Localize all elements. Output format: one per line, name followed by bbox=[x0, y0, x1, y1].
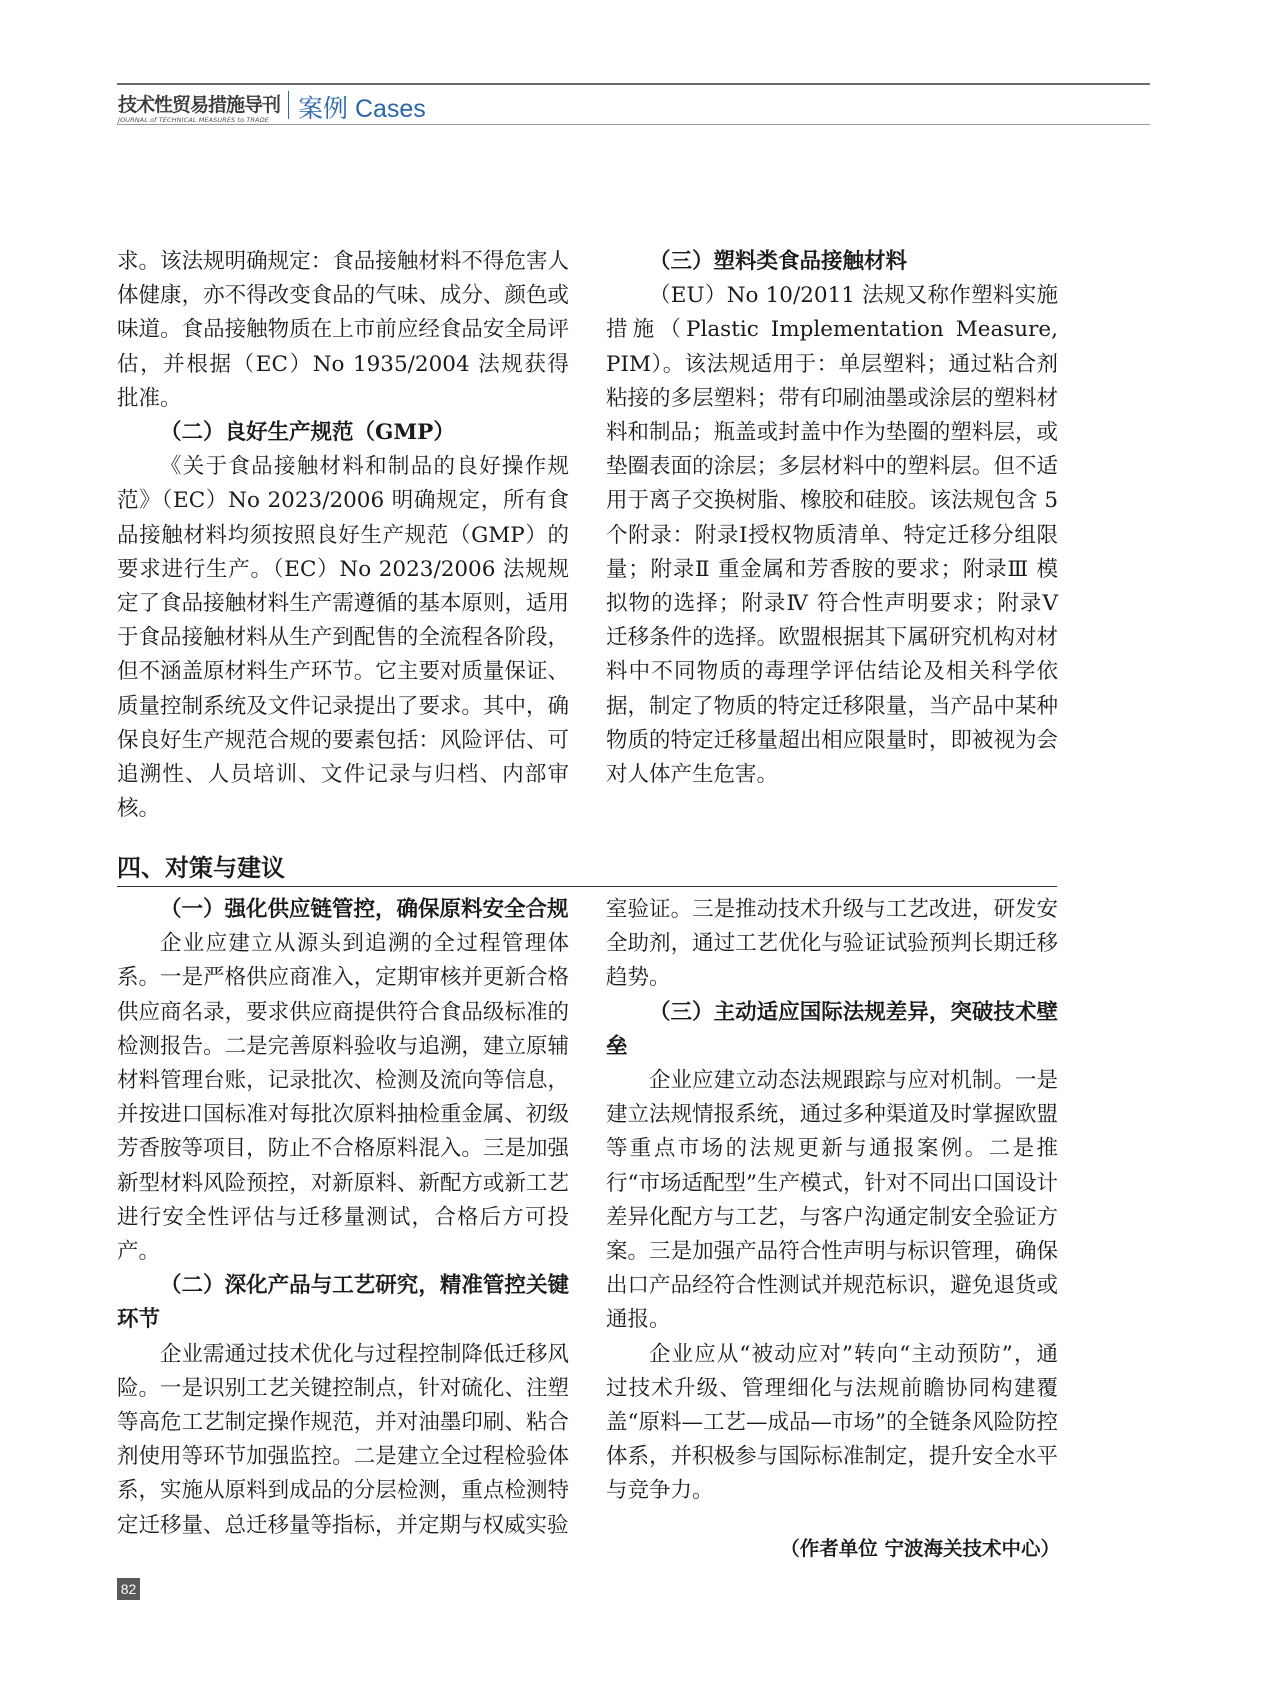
paragraph: 《关于食品接触材料和制品的良好操作规范》（EC）No 2023/2006 明确规定，所有食品接触材料均须按照良好生产规范（GMP）的要求进行生产。（EC）No 2023/2006 法规规定了食品接触材料生产需遵循的基本原则，适用于食品接触材料从生产到配售的全流程各阶段，但不涵盖原材料生产环节。它主要对质量保证、质量控制系统及文件记录提出了要求。其中，确保良好生产规范合规的要素包括：风险评估、可追溯性、人员培训、文件记录与归档、内部审核。 bbox=[117, 454, 569, 822]
paragraph: 企业需通过技术优化与过程控制降低迁移风险。一是识别工艺关键控制点，针对硫化、注塑等高危工艺制定操作规范，并对油墨印刷、粘合剂使用等环节加强监控。二是建立全过程检验体系，实施从原料到成品的分层检测，重点检测特定迁移量、总迁移量等指标，并定期与权威实验 bbox=[117, 1341, 569, 1538]
page-number: 82 bbox=[120, 1581, 137, 1597]
author-affiliation: （作者单位 宁波海关技术中心） bbox=[780, 1537, 1060, 1560]
paragraph: 企业应建立从源头到追溯的全过程管理体系。一是严格供应商准入，定期审核并更新合格供应商名录，要求供应商提供符合食品级标准的检测报告。二是完善原料验收与追溯，建立原辅材料管理台账，记录批次、检测及流向等信息，并按进口国标准对每批次原料抽检重金属、初级芳香胺等项目，防止不合格原料混入。三是加强新型材料风险预控，对新原料、新配方或新工艺进行安全性评估与迁移量测试，合格后方可投产。 bbox=[117, 931, 569, 1265]
subsection-heading: （二）深化产品与工艺研究，精准管控关键环节 bbox=[117, 1273, 569, 1333]
column-upper-right bbox=[606, 245, 1058, 792]
paragraph: 企业应从“被动应对”转向“主动预防”，通过技术升级、管理细化与法规前瞻协同构建覆盖“原料—工艺—成品—市场”的全链条风险防控体系，并积极参与国际标准制定，提升安全水平与竞争力。 bbox=[606, 1341, 1058, 1504]
subsection-heading: （一）强化供应链管控，确保原料安全合规 bbox=[160, 897, 569, 922]
subsection-heading: （二）良好生产规范（GMP） bbox=[160, 420, 455, 446]
header-divider bbox=[288, 91, 289, 119]
journal-logo bbox=[118, 90, 281, 124]
journal-name: 技术性贸易措施导刊 bbox=[118, 94, 281, 116]
section-heading: 四、对策与建议 bbox=[117, 853, 285, 882]
paragraph: 企业应建立动态法规跟踪与应对机制。一是建立法规情报系统，通过多种渠道及时掌握欧盟等重点市场的法规更新与通报案例。二是推行“市场适配型”生产模式，针对不同出口国设计差异化配方与工艺，与客户沟通定制安全验证方案。三是加强产品符合性声明与标识管理，确保出口产品经符合性测试并规范标识，避免退货或通报。 bbox=[606, 1068, 1058, 1333]
paragraph: 求。该法规明确规定：食品接触材料不得危害人体健康，亦不得改变食品的气味、成分、颜色或味道。食品接触物质在上市前应经食品安全局评估，并根据（EC）No 1935/2004 法规获得批准。 bbox=[117, 249, 569, 411]
header-top-rule bbox=[117, 83, 1150, 85]
section-label: 案例 Cases bbox=[298, 95, 426, 123]
column-upper-left bbox=[117, 245, 569, 826]
subsection-heading: （三）主动适应国际法规差异，突破技术壁垒 bbox=[606, 999, 1058, 1059]
page-number-box bbox=[117, 1578, 140, 1600]
header-bottom-rule bbox=[117, 124, 1150, 125]
paragraph: （EU）No 10/2011 法规又称作塑料实施措施（Plastic Implementation Measure, PIM）。该法规适用于：单层塑料；通过粘合剂粘接的多层塑料；带有印刷油墨或涂层的塑料材料和制品；瓶盖或封盖中作为垫圈的塑料层，或垫圈表面的涂层；多层材料中的塑料层。但不适用于离子交换树脂、橡胶和硅胶。该法规包含 5 个附录：附录Ⅰ授权物质清单、特定迁移分组限量；附录Ⅱ 重金属和芳香胺的要求；附录Ⅲ 模拟物的选择；附录Ⅳ 符合性声明要求；附录Ⅴ 迁移条件的选择。欧盟根据其下属研究机构对材料中不同物质的毒理学评估结论及相关科学依据，制定了物质的特定迁移限量，当产品中某种物质的特定迁移量超出相应限量时，即被视为会对人体产生危害。 bbox=[606, 283, 1058, 788]
journal-name-en: JOURNAL of TECHNICAL MEASURES to TRADE bbox=[118, 116, 269, 124]
section-rule bbox=[117, 886, 1057, 887]
subsection-heading: （三）塑料类食品接触材料 bbox=[649, 249, 908, 274]
column-lower-left bbox=[117, 893, 569, 1543]
column-lower-right bbox=[606, 893, 1058, 1509]
paragraph: 室验证。三是推动技术升级与工艺改进，研发安全助剂，通过工艺优化与验证试验预判长期迁移趋势。 bbox=[606, 897, 1058, 991]
